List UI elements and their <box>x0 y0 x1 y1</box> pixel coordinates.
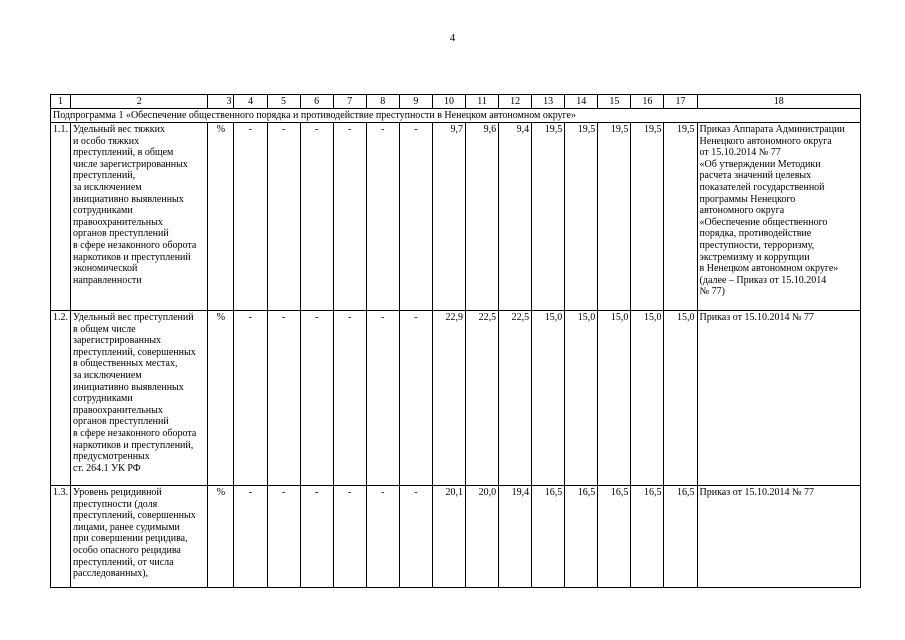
value-cell: 16,5 <box>598 486 631 588</box>
header-cell: 11 <box>465 95 498 109</box>
value-cell: - <box>300 486 333 588</box>
value-cell: 15,0 <box>631 311 664 486</box>
header-cell: 14 <box>565 95 598 109</box>
unit-cell: % <box>208 123 234 311</box>
value-cell: 16,5 <box>631 486 664 588</box>
value-cell: - <box>366 311 399 486</box>
value-cell: 15,0 <box>598 311 631 486</box>
header-cell: 8 <box>366 95 399 109</box>
value-cell: - <box>399 311 432 486</box>
source-document: Приказ Аппарата Администрации Ненецкого автономного округа от 15.10.2014 № 77 «Об утверждении Методики расчета значений целевых показателей государственной программы Ненецкого автономного округа «Обеспечение общественного порядка, противодействие преступности, терроризму, экстремизму и коррупции в Ненецком автономном округе» (далее – Приказ от 15.10.2014 № 77) <box>697 123 860 311</box>
value-cell: - <box>399 486 432 588</box>
value-cell: - <box>300 123 333 311</box>
value-cell: - <box>267 486 300 588</box>
value-cell: - <box>267 123 300 311</box>
value-cell: 15,0 <box>565 311 598 486</box>
table-row <box>51 123 861 311</box>
table-body <box>51 95 861 588</box>
row-number: 1.1. <box>51 123 71 311</box>
header-cell: 9 <box>399 95 432 109</box>
indicator-name: Уровень рецидивной преступности (доля преступлений, совершенных лицами, ранее судимыми при совершении рецидива, особо опасного рецидива преступлений, от числа расследованных), <box>71 486 208 588</box>
value-cell: - <box>300 311 333 486</box>
value-cell: 19,5 <box>631 123 664 311</box>
value-cell: 22,5 <box>465 311 498 486</box>
value-cell: 16,5 <box>565 486 598 588</box>
page-number: 4 <box>449 32 456 44</box>
header-cell: 17 <box>664 95 697 109</box>
source-document: Приказ от 15.10.2014 № 77 <box>697 486 860 588</box>
header-cell: 7 <box>333 95 366 109</box>
value-cell: 15,0 <box>664 311 697 486</box>
value-cell: 20,1 <box>432 486 465 588</box>
header-row <box>51 95 861 109</box>
value-cell: - <box>234 123 267 311</box>
value-cell: 20,0 <box>465 486 498 588</box>
value-cell: 19,5 <box>598 123 631 311</box>
table-row <box>51 486 861 588</box>
unit-cell: % <box>208 311 234 486</box>
header-cell: 10 <box>432 95 465 109</box>
subprogram-row <box>51 109 861 123</box>
value-cell: 15,0 <box>532 311 565 486</box>
indicator-name: Удельный вес преступлений в общем числе зарегистрированных преступлений, совершенных в общественных местах, за исключением инициативно выявленных сотрудниками правоохранительных органов преступлений в сфере незаконного оборота наркотиков и преступлений, предусмотренных ст. 264.1 УК РФ <box>71 311 208 486</box>
value-cell: - <box>366 123 399 311</box>
value-cell: - <box>333 123 366 311</box>
table-row <box>51 311 861 486</box>
source-document: Приказ от 15.10.2014 № 77 <box>697 311 860 486</box>
value-cell: 19,5 <box>565 123 598 311</box>
value-cell: - <box>366 486 399 588</box>
header-cell: 15 <box>598 95 631 109</box>
value-cell: 19,5 <box>664 123 697 311</box>
value-cell: - <box>234 311 267 486</box>
value-cell: - <box>267 311 300 486</box>
header-cell: 18 <box>697 95 860 109</box>
value-cell: - <box>333 486 366 588</box>
value-cell: 16,5 <box>532 486 565 588</box>
header-cell: 4 <box>234 95 267 109</box>
subprogram-title: Подпрограмма 1 «Обеспечение общественного порядка и противодействие преступности в Ненецком автономном округе» <box>51 109 861 123</box>
value-cell: 22,9 <box>432 311 465 486</box>
header-cell: 5 <box>267 95 300 109</box>
value-cell: - <box>333 311 366 486</box>
value-cell: - <box>399 123 432 311</box>
value-cell: - <box>234 486 267 588</box>
header-cell: 2 <box>71 95 208 109</box>
indicators-table <box>50 94 861 588</box>
header-cell: 16 <box>631 95 664 109</box>
unit-cell: % <box>208 486 234 588</box>
indicator-name: Удельный вес тяжких и особо тяжких преступлений, в общем числе зарегистрированных преступлений, за исключением инициативно выявленных сотрудниками правоохранительных органов преступлений в сфере незаконного оборота наркотиков и преступлений экономической направленности <box>71 123 208 311</box>
value-cell: 9,7 <box>432 123 465 311</box>
header-cell: 6 <box>300 95 333 109</box>
value-cell: 9,6 <box>465 123 498 311</box>
value-cell: 9,4 <box>499 123 532 311</box>
header-cell: 13 <box>532 95 565 109</box>
row-number: 1.3. <box>51 486 71 588</box>
header-cell: 3 <box>208 95 234 109</box>
value-cell: 19,5 <box>532 123 565 311</box>
row-number: 1.2. <box>51 311 71 486</box>
value-cell: 22,5 <box>499 311 532 486</box>
header-cell: 1 <box>51 95 71 109</box>
header-cell: 12 <box>499 95 532 109</box>
value-cell: 16,5 <box>664 486 697 588</box>
value-cell: 19,4 <box>499 486 532 588</box>
